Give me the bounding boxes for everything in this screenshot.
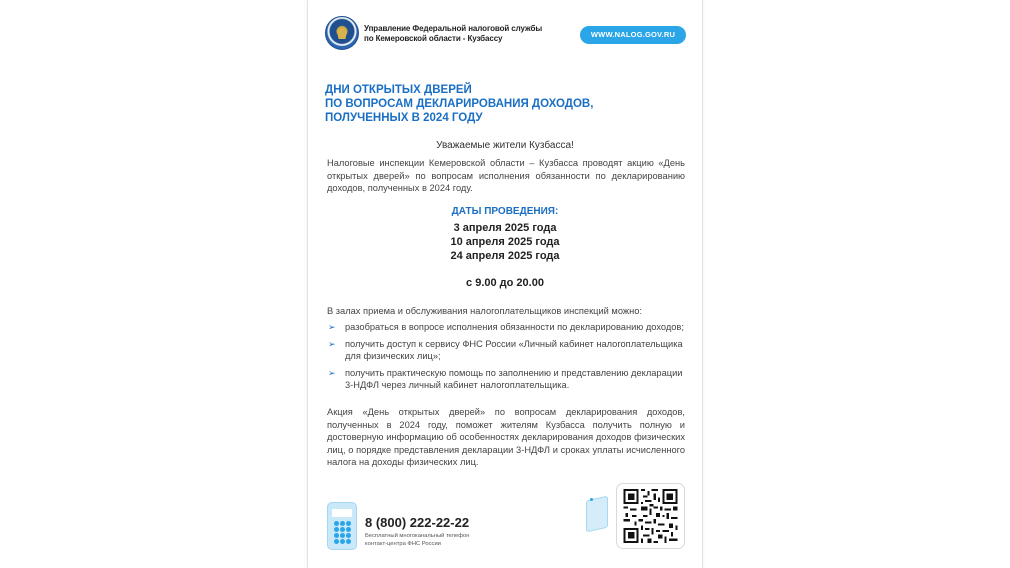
document-page <box>307 0 703 568</box>
list-item-text: получить практическую помощь по заполнению и представлению декларации 3-НДФЛ через личный кабинет налогоплательщика. <box>345 368 683 390</box>
organization-line-1: Управление Федеральной налоговой службы <box>364 24 543 33</box>
organization-line-2: по Кемеровской области - Кузбассу <box>364 34 503 43</box>
intro-paragraph: Налоговые инспекции Кемеровской области – Кузбасса проводят акцию «День открытых дверей» по вопросам исполнения обязанности по декларированию доходов, полученных в 2024 году. <box>327 158 685 193</box>
decor-dot <box>590 498 593 501</box>
phone-keypad-icon <box>327 502 357 550</box>
qr-code-frame[interactable] <box>616 483 685 549</box>
services-lead: В залах приема и обслуживания налогоплательщиков инспекций можно: <box>327 306 642 316</box>
arrow-bullet-icon: ➢ <box>328 339 336 349</box>
hotline-caption-line-2: контакт-центра ФНС России <box>365 540 441 547</box>
arrow-bullet-icon: ➢ <box>328 322 336 332</box>
list-item-text: получить доступ к сервису ФНС России «Личный кабинет налогоплательщика для физических лиц»; <box>345 339 683 361</box>
dates-list <box>308 221 702 263</box>
hotline-phone[interactable]: 8 (800) 222-22-22 <box>365 515 470 530</box>
arrow-bullet-icon: ➢ <box>328 368 336 378</box>
dates-heading: ДАТЫ ПРОВЕДЕНИЯ: <box>451 206 559 217</box>
hotline-caption <box>365 533 525 548</box>
title-line-3: ПОЛУЧЕННЫХ В 2024 ГОДУ <box>325 112 483 124</box>
phone-screen <box>332 509 352 517</box>
page-title <box>325 83 655 125</box>
fns-emblem-icon <box>325 16 359 50</box>
website-link-button[interactable]: WWW.NALOG.GOV.RU <box>580 26 686 44</box>
keypad-icon <box>334 521 352 544</box>
list-item <box>327 338 687 362</box>
list-item-text: разобраться в вопросе исполнения обязанности по декларированию доходов; <box>345 322 684 332</box>
date-item: 3 апреля 2025 года <box>453 222 557 234</box>
qr-code-icon <box>623 489 678 543</box>
list-item <box>327 321 687 333</box>
smartphone-icon <box>586 496 608 533</box>
greeting: Уважаемые жители Кузбасса! <box>436 140 574 151</box>
list-item <box>327 367 687 391</box>
hotline-caption-line-1: Бесплатный многоканальный телефон <box>365 533 470 539</box>
organization-name <box>364 24 594 44</box>
outro-paragraph: Акция «День открытых дверей» по вопросам декларирования доходов, полученных в 2024 году, поможет жителям Кузбасса получить полную и достоверную информацию об особенностях декларирования доходов физических лиц, о порядке представления декларации 3-НДФЛ и сроках уплаты исчисленного налога на доходы физических лиц. <box>327 407 685 467</box>
title-line-2: ПО ВОПРОСАМ ДЕКЛАРИРОВАНИЯ ДОХОДОВ, <box>325 98 594 110</box>
date-item: 24 апреля 2025 года <box>450 250 560 262</box>
title-line-1: ДНИ ОТКРЫТЫХ ДВЕРЕЙ <box>325 84 472 96</box>
date-item: 10 апреля 2025 года <box>450 236 560 248</box>
time-range: с 9.00 до 20.00 <box>466 277 544 289</box>
services-list <box>327 321 687 396</box>
